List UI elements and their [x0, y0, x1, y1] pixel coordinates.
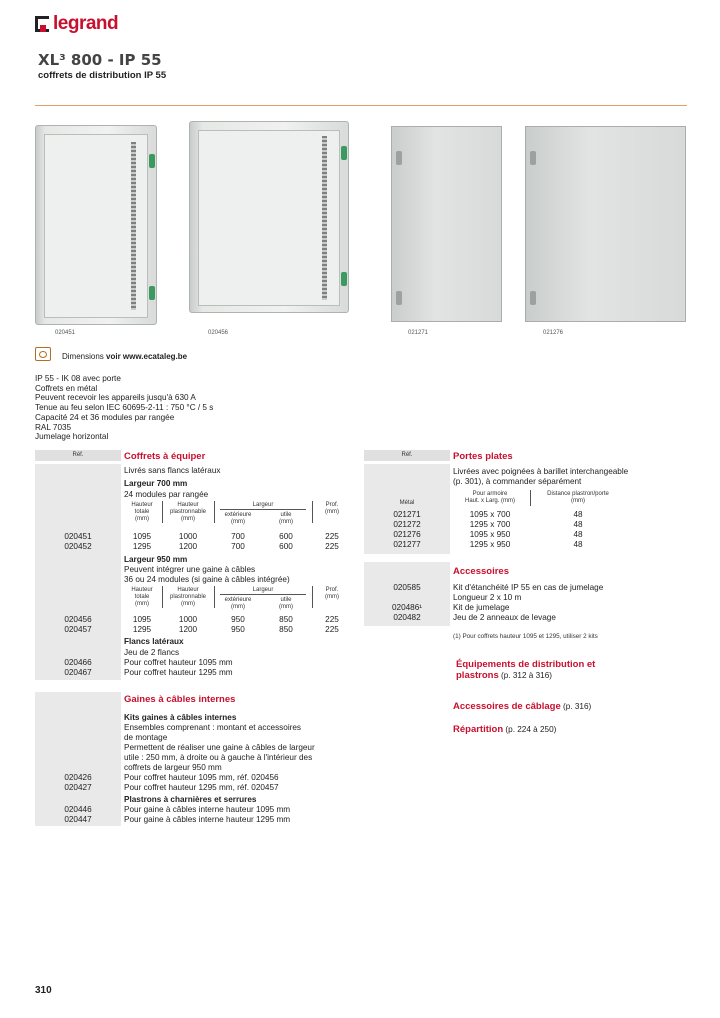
col-head-largeur: Largeur: [252, 587, 274, 593]
portes-col-head: (mm): [571, 498, 585, 504]
product-ref-caption: 020456: [208, 330, 229, 336]
portes-col-head: Pour armoire: [472, 491, 508, 497]
cell-p: 225: [325, 542, 339, 551]
col-head-exterieure: extérieure: [224, 597, 252, 603]
ref-cell: 020427: [64, 783, 92, 792]
spec-line: Peuvent recevoir les appareils jusqu'à 630 A: [35, 393, 196, 403]
coffrets-intro: Livrés sans flancs latéraux: [124, 466, 221, 475]
cell-hp: 1000: [178, 532, 198, 541]
product-ref-caption: 021276: [543, 330, 564, 336]
ref-cell: 021271: [393, 510, 421, 519]
flancs-title: Flancs latéraux: [124, 637, 184, 646]
col-head-mm: (mm): [135, 516, 149, 522]
spec-line: Tenue au feu selon IEC 60695-2-11 : 750 °C / 5 s: [35, 403, 214, 413]
ref-cell: 020452: [64, 542, 92, 551]
col-head-totale: totale: [134, 509, 150, 515]
flat-door-image-950: [525, 126, 686, 322]
portes-col-head: Haut. x Larg. (mm): [464, 498, 515, 504]
kits-line: de montage: [124, 733, 168, 742]
cablage-link[interactable]: [453, 696, 591, 714]
cell-le: 950: [231, 625, 245, 634]
flat-door-image-700: [391, 126, 502, 322]
portes-intro: Livrées avec poignées à barillet interchangeable: [453, 467, 629, 476]
col-head-mm: (mm): [181, 516, 195, 522]
ref-cell: 020447: [64, 815, 92, 824]
portes-dist: 48: [573, 530, 583, 539]
dimensions-prefix: Dimensions: [62, 352, 107, 361]
ref-column-header: Réf.: [401, 452, 413, 458]
cell-lu: 850: [279, 625, 293, 634]
col-head-mm: (mm): [279, 519, 293, 525]
ref-cell: 020457: [64, 625, 92, 634]
col-head-hauteur2: Hauteur: [177, 587, 199, 593]
flancs-desc: Pour coffret hauteur 1295 mm: [124, 668, 233, 677]
col-head-plastronnable: plastronnable: [169, 509, 207, 515]
kits-title: Kits gaines à câbles internes: [124, 713, 237, 722]
col-head-hauteur: Hauteur: [131, 587, 153, 593]
portes-dim: 1095 x 950: [469, 530, 511, 539]
brand-name: legrand: [53, 13, 119, 34]
spec-line: Jumelage horizontal: [35, 432, 109, 442]
equipements-pages: (p. 312 à 316): [498, 671, 553, 680]
cell-hp: 1200: [178, 625, 198, 634]
portes-dim: 1295 x 700: [469, 520, 511, 529]
repartition-link[interactable]: [453, 719, 556, 737]
ref-cell: 021272: [393, 520, 421, 529]
portes-title: Portes plates: [453, 451, 513, 462]
col-head-totale: totale: [134, 594, 150, 600]
ref-column-bg: [35, 464, 121, 680]
portes-intro: (p. 301), à commander séparément: [453, 477, 582, 486]
kits-row-desc: Pour coffret hauteur 1295 mm, réf. 020457: [124, 783, 279, 792]
cablage-pages: (p. 316): [560, 702, 592, 711]
dimensions-icon: [35, 347, 51, 361]
page-number: 310: [35, 985, 52, 996]
legrand-logo-icon: [35, 16, 49, 32]
portes-col-head: Distance plastron/porte: [547, 491, 609, 497]
gaines-title: Gaines à câbles internes: [124, 694, 236, 705]
col-head-prof: Prof.: [325, 587, 339, 593]
cell-ht: 1095: [132, 532, 152, 541]
portes-dim: 1295 x 950: [469, 540, 511, 549]
accessoire-desc: Kit de jumelage: [453, 603, 510, 612]
flancs-sub: Jeu de 2 flancs: [124, 648, 180, 657]
cell-le: 950: [231, 615, 245, 624]
portes-dist: 48: [573, 540, 583, 549]
plastrons-title: Plastrons à charnières et serrures: [124, 795, 257, 804]
col-head-utile: utile: [280, 597, 292, 603]
table-row: [35, 542, 355, 552]
col-head-utile: utile: [280, 512, 292, 518]
cell-ht: 1295: [132, 625, 152, 634]
col-head-exterieure: extérieure: [224, 512, 252, 518]
col-head-mm: (mm): [279, 604, 293, 610]
col-head-plastronnable: plastronnable: [169, 594, 207, 600]
flancs-desc: Pour coffret hauteur 1095 mm: [124, 658, 233, 667]
table-row: [35, 615, 355, 625]
col-headers-700: [124, 501, 350, 531]
equipements-title: Équipements de distribution et: [456, 659, 596, 670]
col-head-mm: (mm): [325, 509, 339, 515]
width-950-note: 36 ou 24 modules (si gaine à câbles intégrée): [124, 575, 290, 584]
col-head-largeur: Largeur: [252, 502, 274, 508]
product-ref-caption: 021271: [408, 330, 429, 336]
repartition-pages: (p. 224 à 250): [503, 725, 557, 734]
spec-list: [35, 374, 213, 442]
enclosure-image-950: [189, 121, 349, 313]
table-row: [35, 532, 355, 542]
col-head-mm: (mm): [135, 601, 149, 607]
coffrets-title: Coffrets à équiper: [124, 451, 206, 462]
cell-le: 700: [231, 532, 245, 541]
plastrons-row-desc: Pour gaine à câbles interne hauteur 1095 mm: [124, 805, 291, 814]
spec-line: IP 55 - IK 08 avec porte: [35, 374, 121, 383]
cell-lu: 600: [279, 532, 293, 541]
kits-line: coffrets de largeur 950 mm: [124, 763, 222, 772]
ref-cell: 020585: [393, 583, 421, 592]
dimensions-note: [62, 352, 187, 361]
ref-cell: 020467: [64, 668, 92, 677]
accessoire-desc: Kit d'étanchéité IP 55 en cas de jumelage: [453, 583, 604, 592]
metal-label: Métal: [399, 500, 415, 506]
cell-p: 225: [325, 532, 339, 541]
portes-dim: 1095 x 700: [469, 510, 511, 519]
legrand-logo: [35, 13, 118, 35]
ref-cell: 020456: [64, 615, 92, 624]
cablage-title: Accessoires de câblage: [453, 701, 561, 712]
page-title: XL³ 800 - IP 55: [38, 51, 162, 69]
footnote: (1) Pour coffrets hauteur 1095 et 1295, utiliser 2 kits: [453, 633, 598, 640]
ref-column-header: Réf.: [72, 452, 84, 458]
ref-cell: 020486¹: [391, 603, 423, 612]
ref-cell: 021276: [393, 530, 421, 539]
spec-line: Capacité 24 et 36 modules par rangée: [35, 412, 175, 422]
accessoire-desc: Jeu de 2 anneaux de levage: [453, 613, 556, 622]
spec-line: Coffrets en métal: [35, 383, 98, 393]
product-ref-caption: 020451: [55, 330, 76, 336]
ref-cell: 020446: [64, 805, 92, 814]
col-headers-950: [124, 586, 350, 616]
repartition-title: Répartition: [453, 724, 504, 735]
col-head-hauteur: Hauteur: [131, 502, 153, 508]
cell-le: 700: [231, 542, 245, 551]
accessoires-title: Accessoires: [453, 566, 509, 577]
col-head-hauteur2: Hauteur: [177, 502, 199, 508]
ref-cell: 021277: [393, 540, 421, 549]
spec-line: RAL 7035: [35, 422, 72, 432]
width-700-note: 24 modules par rangée: [124, 490, 209, 499]
ref-cell: 020482: [393, 613, 421, 622]
ref-cell: 020426: [64, 773, 92, 782]
kits-row-desc: Pour coffret hauteur 1095 mm, réf. 020456: [124, 773, 279, 782]
equipements-title2: plastrons: [456, 670, 499, 681]
equipements-link[interactable]: [456, 659, 595, 681]
portes-dist: 48: [573, 520, 583, 529]
enclosure-image-700: [35, 125, 157, 325]
dimensions-link[interactable]: voir www.ecataleg.be: [106, 352, 188, 361]
cell-ht: 1095: [132, 615, 152, 624]
accessoire-desc: Longueur 2 x 10 m: [453, 593, 522, 602]
col-head-prof: Prof.: [325, 502, 339, 508]
kits-line: Permettent de réaliser une gaine à câbles de largeur: [124, 743, 315, 752]
table-row: [35, 625, 355, 635]
col-head-mm: (mm): [181, 601, 195, 607]
cell-ht: 1295: [132, 542, 152, 551]
col-head-mm: (mm): [231, 519, 245, 525]
width-950-title: Largeur 950 mm: [124, 555, 188, 564]
portes-dist: 48: [573, 510, 583, 519]
page-subtitle: coffrets de distribution IP 55: [38, 70, 167, 81]
kits-line: Ensembles comprenant : montant et accessoires: [124, 723, 302, 732]
width-700-title: Largeur 700 mm: [124, 479, 188, 488]
cell-hp: 1000: [178, 615, 198, 624]
plastrons-row-desc: Pour gaine à câbles interne hauteur 1295 mm: [124, 815, 291, 824]
header-divider: [35, 105, 687, 106]
cell-p: 225: [325, 625, 339, 634]
kits-line: utile : 250 mm, à droite ou à gauche à l'intérieur des: [124, 753, 313, 762]
cell-hp: 1200: [178, 542, 198, 551]
ref-cell: 020466: [64, 658, 92, 667]
col-head-mm: (mm): [325, 594, 339, 600]
width-950-note: Peuvent intégrer une gaine à câbles: [124, 565, 256, 574]
col-head-mm: (mm): [231, 604, 245, 610]
cell-p: 225: [325, 615, 339, 624]
ref-cell: 020451: [64, 532, 92, 541]
cell-lu: 600: [279, 542, 293, 551]
cell-lu: 850: [279, 615, 293, 624]
